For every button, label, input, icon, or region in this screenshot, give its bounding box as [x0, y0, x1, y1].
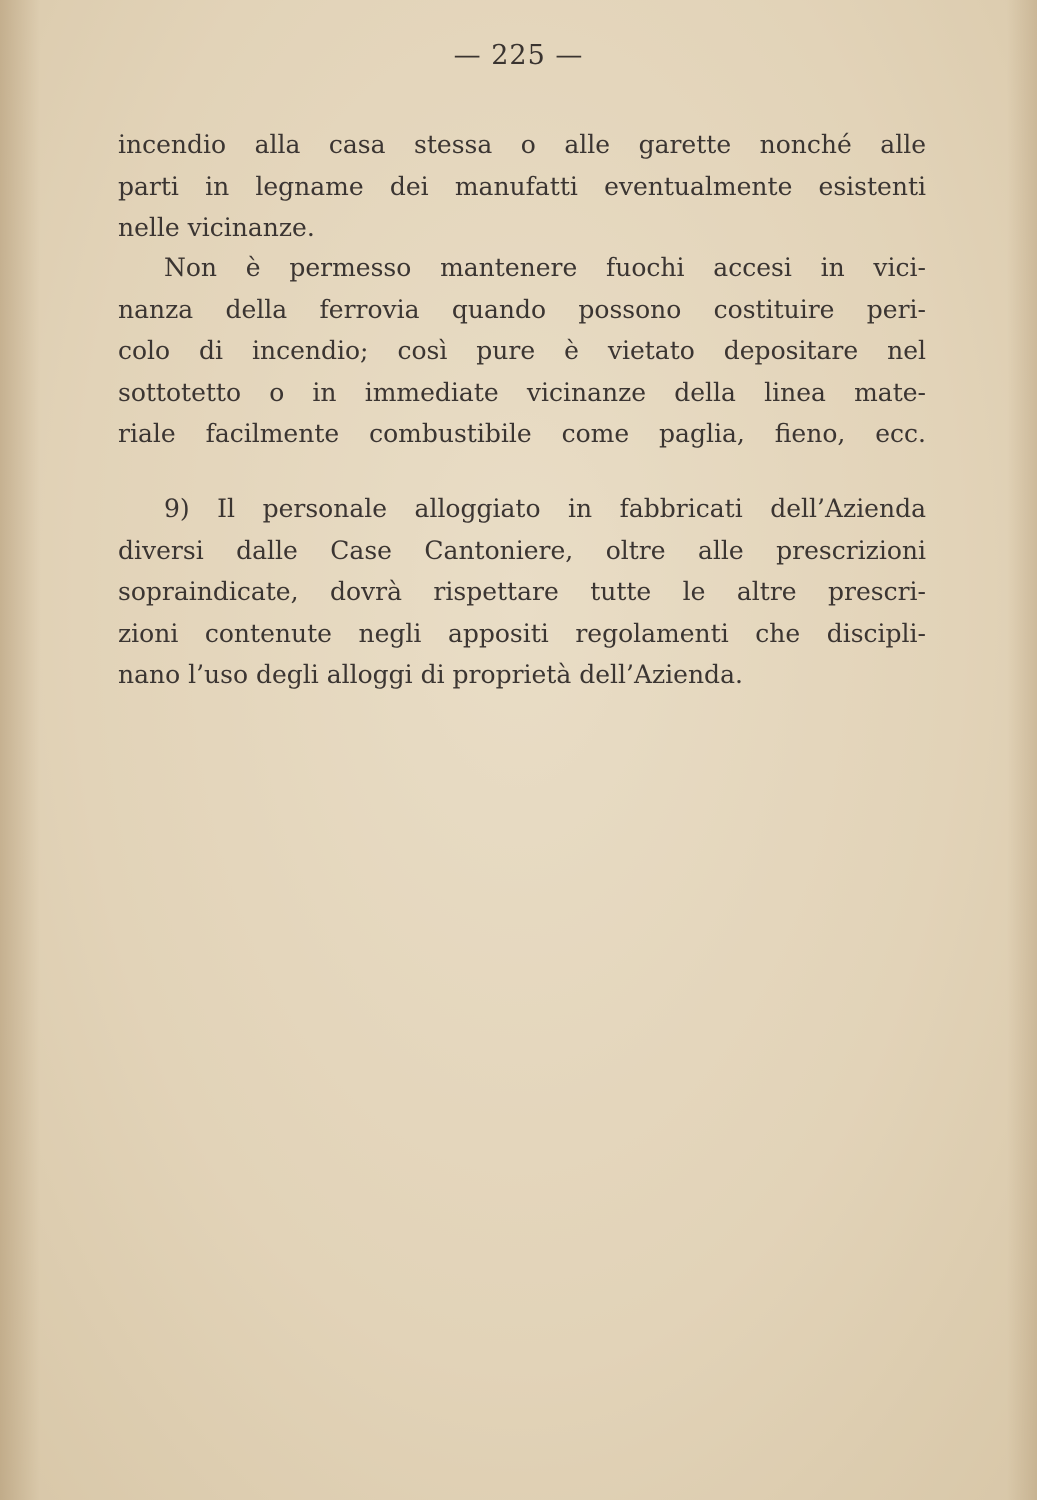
- paragraph-1: [118, 124, 926, 249]
- page-edge-shadow-left: [0, 0, 40, 1500]
- text-line: nanza della ferrovia quando possono costituire peri-: [118, 294, 926, 324]
- text-line: riale facilmente combustibile come paglia, fieno, ecc.: [118, 419, 926, 448]
- text-line: colo di incendio; così pure è vietato depositare nel: [118, 336, 926, 365]
- text-line: sopraindicate, dovrà rispettare tutte le altre prescri-: [118, 577, 926, 606]
- paragraph-3: [118, 488, 926, 696]
- text-line: 9) Il personale alloggiato in fabbricati dell’Azienda: [164, 494, 926, 523]
- page-edge-shadow-right: [1007, 0, 1037, 1500]
- text-line: diversi dalle Case Cantoniere, oltre alle prescrizioni: [118, 535, 926, 565]
- page-number: — 225 —: [453, 40, 584, 71]
- paragraph-2: [118, 247, 926, 455]
- text-line: zioni contenute negli appositi regolamenti che discipli-: [118, 618, 926, 648]
- text-line: Non è permesso mantenere fuochi accesi in vici-: [164, 253, 926, 282]
- text-line: nelle vicinanze.: [118, 213, 315, 242]
- text-line: sottotetto o in immediate vicinanze della linea mate-: [118, 377, 926, 407]
- text-line: nano l’uso degli alloggi di proprietà dell’Azienda.: [118, 660, 743, 689]
- text-line: parti in legname dei manufatti eventualmente esistenti: [118, 171, 926, 201]
- text-line: incendio alla casa stessa o alle garette nonché alle: [118, 130, 926, 159]
